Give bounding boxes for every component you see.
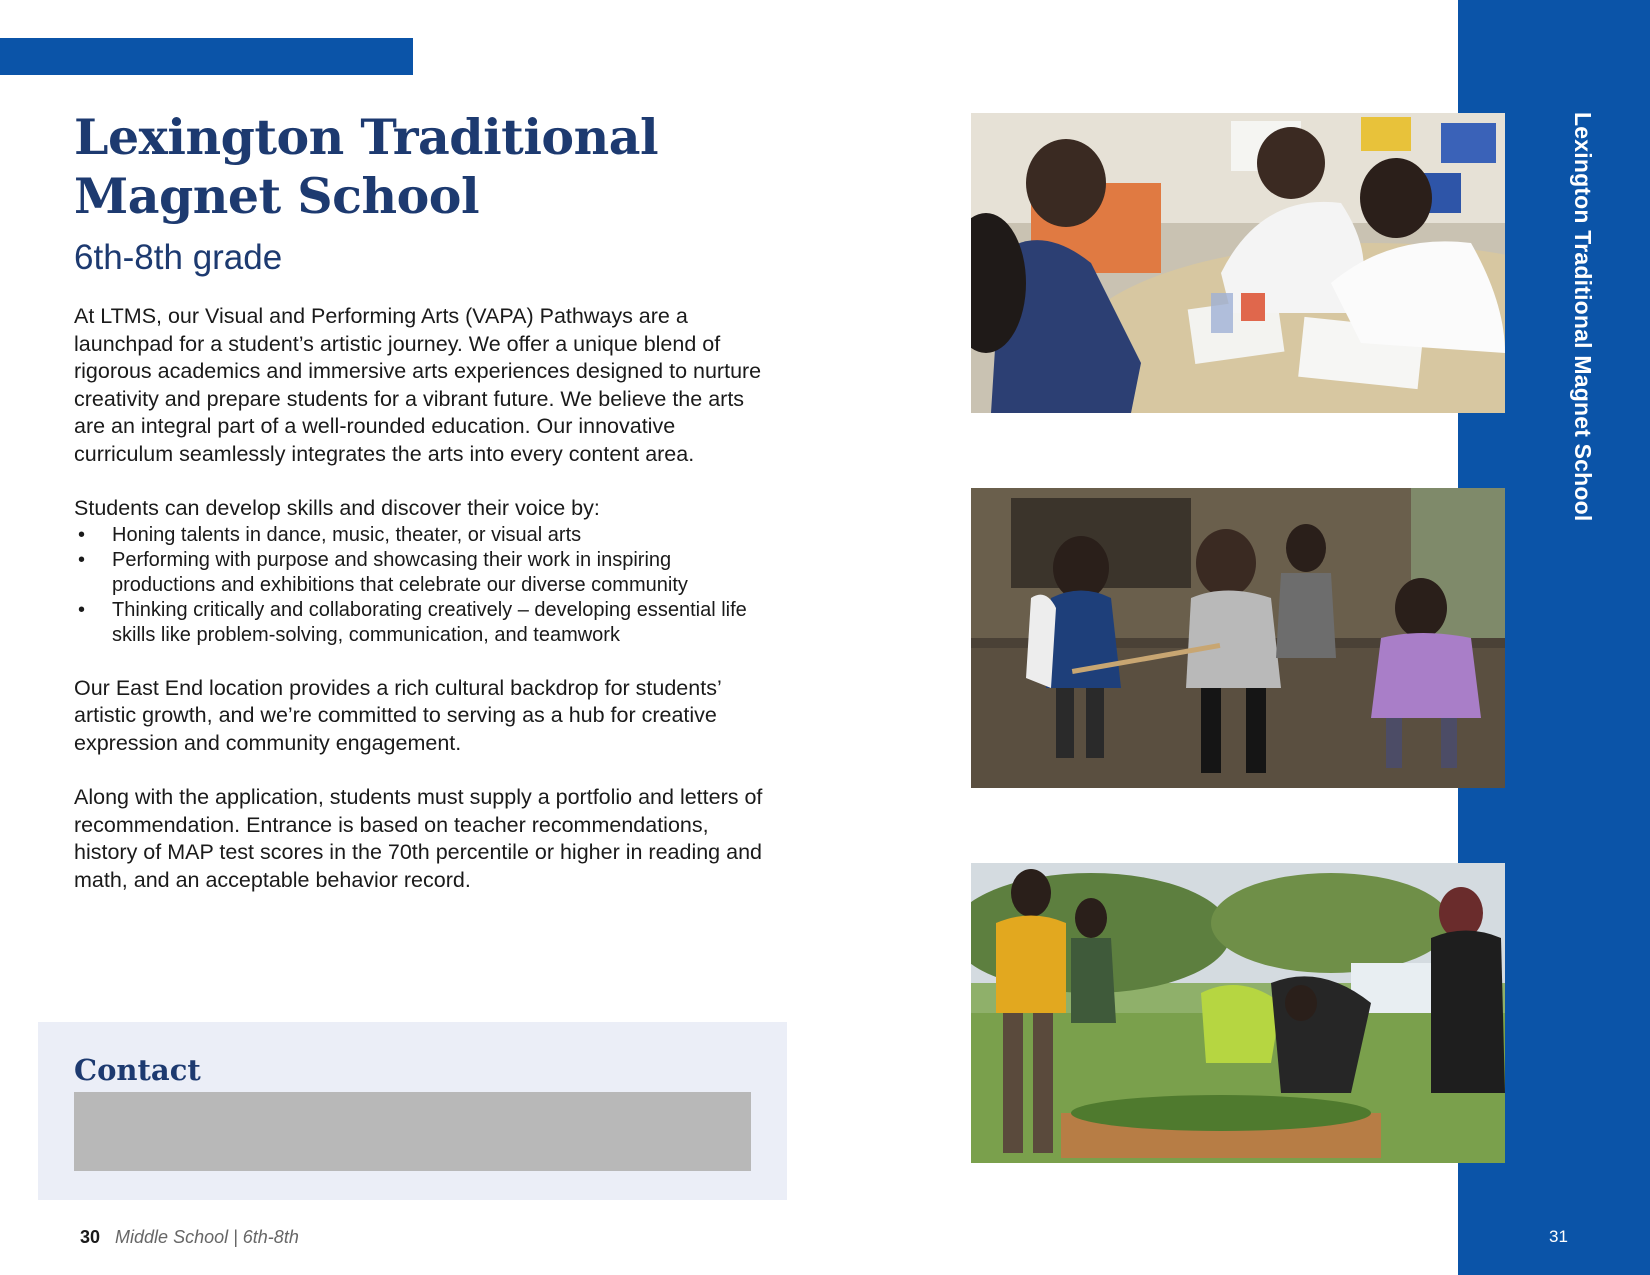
footer-section-label: Middle School | 6th-8th — [115, 1227, 299, 1247]
top-accent-bar — [0, 38, 413, 75]
page-title: Lexington Traditional Magnet School — [74, 108, 659, 225]
east-end-paragraph: Our East End location provides a rich cultural backdrop for students’ artistic growth, and we’re committed to serving as a hub for creative expression and community engagement. — [74, 675, 721, 755]
dance-class-photo — [971, 488, 1505, 788]
page-subtitle: 6th-8th grade — [74, 238, 283, 277]
list-item: • Thinking critically and collaborating creatively – developing essential life skills like problem-solving, communication, and teamwork — [74, 598, 764, 648]
list-item: • Performing with purpose and showcasing their work in inspiring productions and exhibitions that celebrate our diverse community — [74, 548, 764, 598]
intro-paragraph: At LTMS, our Visual and Performing Arts (VAPA) Pathways are a launchpad for a student’s artistic journey. We offer a unique blend of rigorous academics and immersive arts experiences designed to nurture creativity and prepare students for a vibrant future. We believe the arts are an integral part of a well-rounded education. Our innovative curriculum seamlessly integrates the arts into every content area. — [74, 304, 762, 466]
application-paragraph: Along with the application, students must supply a portfolio and letters of recommendation. Entrance is based on teacher recommendations, history of MAP test scores in the 70th percentile or higher in reading and math, and an acceptable behavior record. — [74, 785, 763, 892]
contact-heading: Contact — [74, 1053, 201, 1087]
skills-list — [74, 523, 764, 648]
list-item: • Honing talents in dance, music, theater, or visual arts — [74, 523, 764, 548]
side-title: Lexington Traditional Magnet School — [1570, 112, 1596, 522]
page-number-left: 30 — [80, 1227, 101, 1247]
page-number-right: 31 — [1549, 1227, 1568, 1246]
skills-lead: Students can develop skills and discover their voice by: — [74, 496, 600, 520]
footer-left — [80, 1227, 299, 1248]
body-text — [74, 303, 764, 894]
garden-photo — [971, 863, 1505, 1163]
contact-redacted-block — [74, 1092, 751, 1171]
classroom-photo — [971, 113, 1505, 413]
